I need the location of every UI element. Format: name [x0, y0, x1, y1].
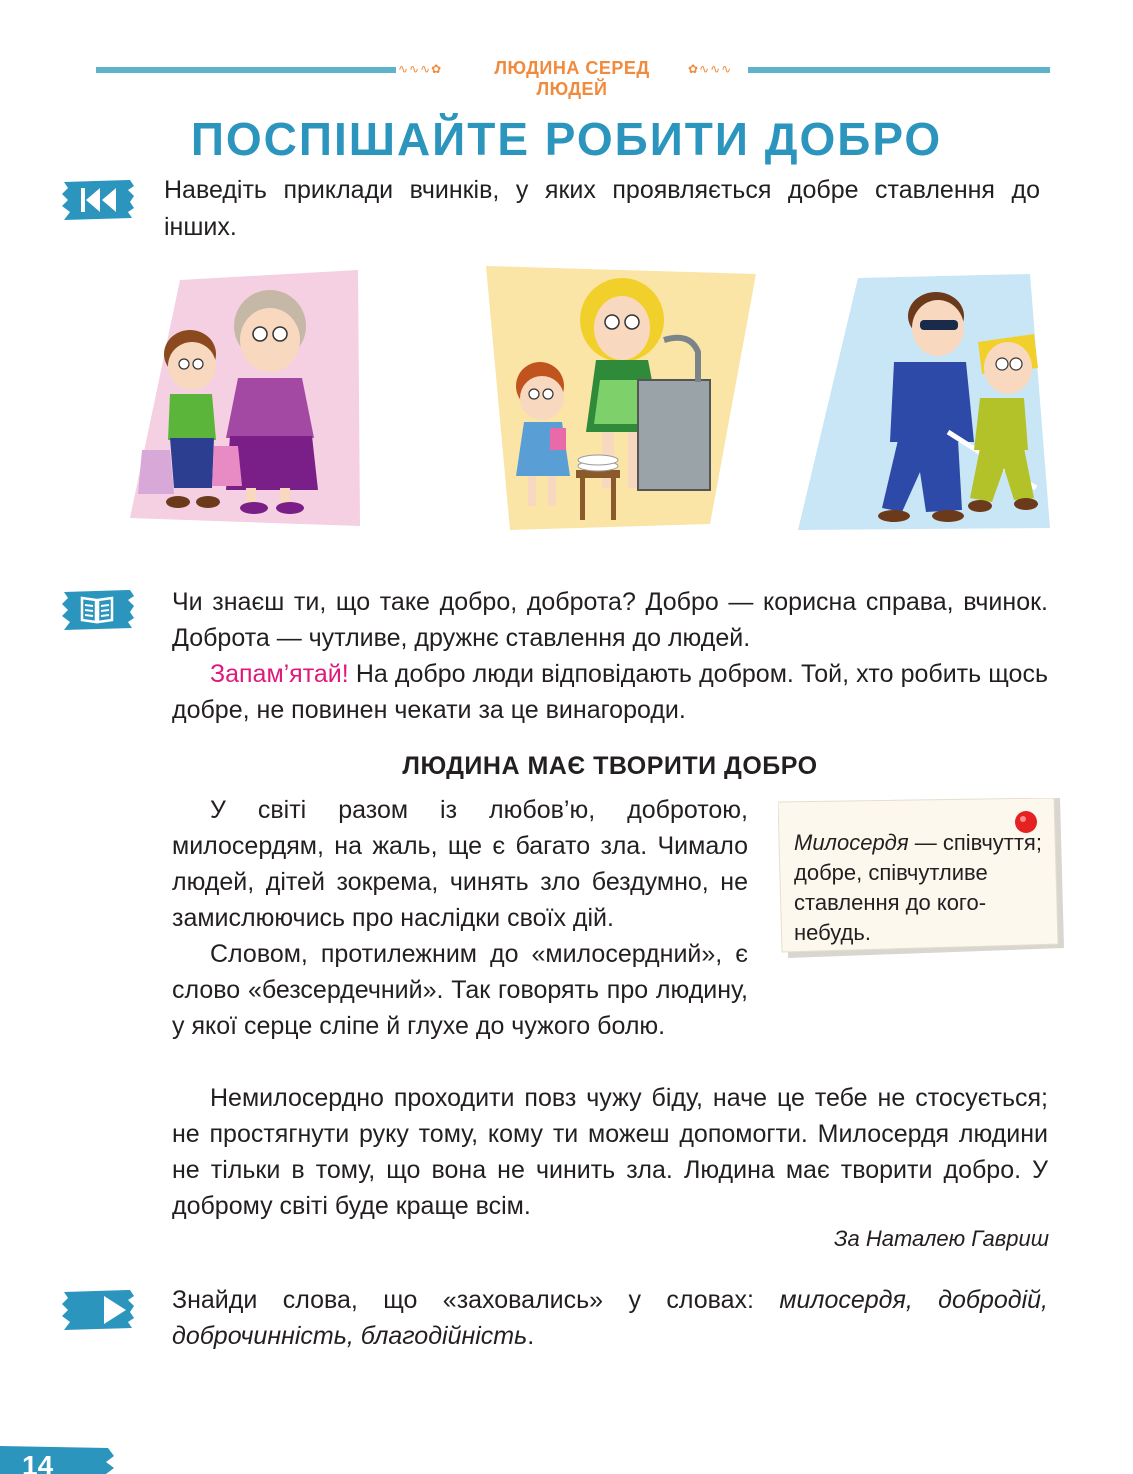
illustration-boy-helping-blind-man [798, 272, 1054, 534]
story-paragraph-1: У світі разом із любов’ю, добротою, милосердям, на жаль, ще є багато зла. Чимало людей, дітей зокрема, чинять зло бездумно, не замислюючись про наслідки своїх дій. [172, 796, 748, 932]
page-number-tab [0, 1446, 118, 1474]
story-attribution: За Наталею Гавриш [833, 1226, 1049, 1251]
play-marker-icon [60, 1288, 136, 1332]
remember-label: Запам’ятай! [210, 660, 349, 688]
vocabulary-definition: — співчуття; добре, співчутливе ставлення до кого-небудь. [794, 830, 1042, 945]
task-prefix: Знайди слова, що «заховались» у словах: [172, 1286, 780, 1314]
illustration-boy-helping-grandmother [130, 268, 362, 530]
vocabulary-term: Милосердя [794, 830, 909, 855]
illustration-girl-helping-mother [470, 262, 760, 534]
remember-text: На добро люди відповідають добром. Той, хто робить щось добре, не повинен чекати за це винагороди. [172, 660, 1048, 724]
header-rule-right [748, 67, 1050, 73]
vocabulary-note-text [794, 828, 1056, 948]
remember-paragraph [172, 656, 1048, 728]
story-paragraph-3: Немилосердно проходити повз чужу біду, наче це тебе не стосується; не простягнути руку тому, кому ти можеш допомогти. Милосердя людини не тільки в тому, що вона не чинить зла. Людина має творити добро. У доброму світі буде краще всім. [172, 1084, 1048, 1220]
story-heading: ЛЮДИНА МАЄ ТВОРИТИ ДОБРО [402, 752, 818, 780]
header-rule-left [96, 67, 396, 73]
vocabulary-note [778, 798, 1064, 958]
intro-question: Наведіть приклади вчинків, у яких проявляється добре ставлення до інших. [164, 176, 1040, 241]
task-suffix: . [527, 1322, 535, 1350]
task-paragraph [172, 1282, 1048, 1354]
task-words: милосердя, добродій, доброчинність, благодійність [172, 1286, 1048, 1350]
rewind-marker-icon [60, 178, 136, 222]
story-paragraph-2: Словом, протилежним до «милосердний», є слово «безсердечний». Так говорять про людину, у якої серце сліпе й глухе до чужого болю. [172, 940, 748, 1040]
header-ornament-right: ✿∿∿∿ [688, 62, 733, 76]
page-title: ПОСПІШАЙТЕ РОБИТИ ДОБРО [190, 113, 943, 165]
definition-paragraph: Чи знаєш ти, що таке добро, доброта? Добро — корисна справа, вчинок. Доброта — чутливе, дружнє ставлення до людей. [172, 588, 1048, 652]
header-ornament-left: ∿∿∿✿ [398, 62, 443, 76]
page-number: 14 [22, 1450, 54, 1474]
header-section-title: ЛЮДИНА СЕРЕД ЛЮДЕЙ [494, 58, 650, 99]
book-marker-icon [60, 588, 136, 632]
